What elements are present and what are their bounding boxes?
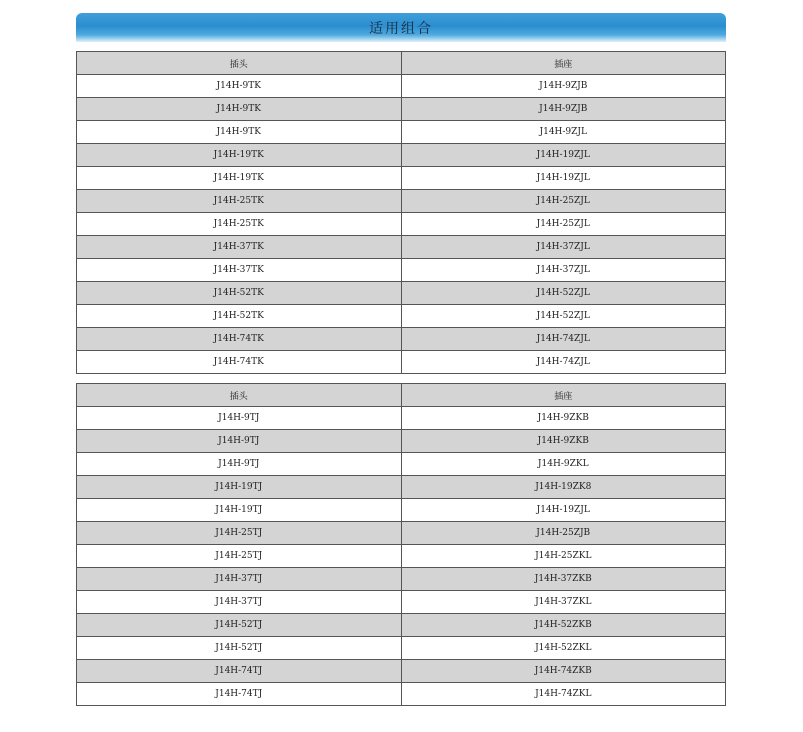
socket-cell: J14H-9ZKB [401,430,726,453]
plug-cell: J14H-19TJ [77,476,402,499]
table-row [77,568,726,591]
table-row [77,683,726,706]
socket-cell: J14H-9ZJL [401,121,726,144]
table-row [77,660,726,683]
table-row [77,190,726,213]
page-title: 适用组合 [369,20,433,37]
socket-cell: J14H-19ZK8 [401,476,726,499]
plug-cell: J14H-52TK [77,305,402,328]
socket-cell: J14H-37ZJL [401,259,726,282]
table-row [77,351,726,374]
socket-cell: J14H-9ZKL [401,453,726,476]
table-row [77,167,726,190]
table-row [77,476,726,499]
table-row [77,328,726,351]
table-row [77,522,726,545]
socket-cell: J14H-74ZJL [401,328,726,351]
plug-cell: J14H-19TK [77,167,402,190]
socket-cell: J14H-9ZKB [401,407,726,430]
plug-cell: J14H-9TK [77,98,402,121]
plug-cell: J14H-37TK [77,236,402,259]
plug-cell: J14H-9TK [77,121,402,144]
socket-cell: J14H-9ZJB [401,98,726,121]
header-socket: 插座 [401,52,726,75]
plug-cell: J14H-19TJ [77,499,402,522]
plug-cell: J14H-52TJ [77,637,402,660]
plug-cell: J14H-74TK [77,328,402,351]
socket-cell: J14H-74ZKL [401,683,726,706]
socket-cell: J14H-9ZJB [401,75,726,98]
socket-cell: J14H-25ZKL [401,545,726,568]
table-row [77,121,726,144]
plug-cell: J14H-74TJ [77,660,402,683]
socket-cell: J14H-74ZKB [401,660,726,683]
socket-cell: J14H-52ZKB [401,614,726,637]
table-row [77,236,726,259]
table-row [77,430,726,453]
table-row [77,407,726,430]
plug-cell: J14H-9TK [77,75,402,98]
plug-cell: J14H-37TJ [77,568,402,591]
plug-cell: J14H-52TK [77,282,402,305]
plug-cell: J14H-25TK [77,190,402,213]
socket-cell: J14H-52ZKL [401,637,726,660]
table-row [77,213,726,236]
combination-table-tj [76,383,726,706]
socket-cell: J14H-19ZJL [401,167,726,190]
socket-cell: J14H-25ZJL [401,190,726,213]
combination-table-tk [76,51,726,374]
plug-cell: J14H-25TK [77,213,402,236]
plug-cell: J14H-9TJ [77,407,402,430]
table-row [77,591,726,614]
socket-cell: J14H-37ZKL [401,591,726,614]
header-plug: 插头 [77,52,402,75]
socket-cell: J14H-37ZJL [401,236,726,259]
table-row [77,259,726,282]
plug-cell: J14H-74TK [77,351,402,374]
table-row [77,637,726,660]
table-row [77,305,726,328]
plug-cell: J14H-37TJ [77,591,402,614]
table-row [77,144,726,167]
plug-cell: J14H-74TJ [77,683,402,706]
socket-cell: J14H-37ZKB [401,568,726,591]
plug-cell: J14H-25TJ [77,545,402,568]
header-socket: 插座 [401,384,726,407]
plug-cell: J14H-37TK [77,259,402,282]
table-header-row [77,384,726,407]
socket-cell: J14H-25ZJL [401,213,726,236]
table-row [77,98,726,121]
socket-cell: J14H-52ZJL [401,305,726,328]
socket-cell: J14H-19ZJL [401,144,726,167]
socket-cell: J14H-74ZJL [401,351,726,374]
plug-cell: J14H-25TJ [77,522,402,545]
table-header-row [77,52,726,75]
table-row [77,282,726,305]
header-plug: 插头 [77,384,402,407]
table-row [77,614,726,637]
socket-cell: J14H-52ZJL [401,282,726,305]
plug-cell: J14H-52TJ [77,614,402,637]
plug-cell: J14H-9TJ [77,453,402,476]
socket-cell: J14H-19ZJL [401,499,726,522]
title-banner [76,13,726,42]
table-row [77,499,726,522]
table-row [77,545,726,568]
plug-cell: J14H-9TJ [77,430,402,453]
table-row [77,75,726,98]
table-row [77,453,726,476]
plug-cell: J14H-19TK [77,144,402,167]
socket-cell: J14H-25ZJB [401,522,726,545]
